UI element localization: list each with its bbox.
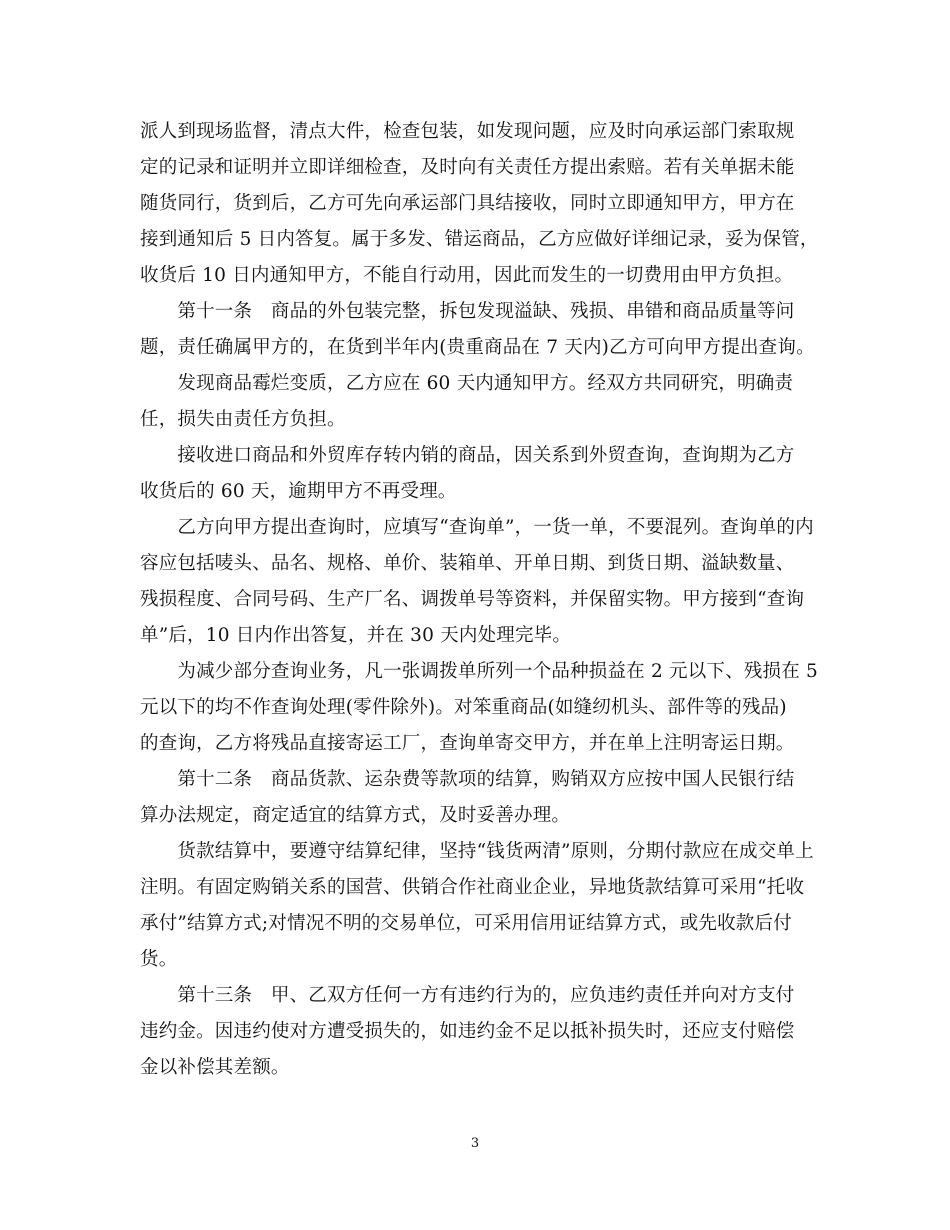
page-number: 3 — [470, 1136, 480, 1151]
text-line: 注明。有固定购销关系的国营、供销合作社商业企业，异地货款结算可采用“托收 — [140, 877, 805, 898]
text-line: 金以补偿其差额。 — [140, 1057, 290, 1078]
text-line: 定的记录和证明并立即详细检查，及时向有关责任方提出索赔。若有关单据未能 — [140, 157, 795, 178]
text-line: 容应包括唛头、品名、规格、单价、装箱单、开单日期、到货日期、溢缺数量、 — [140, 553, 795, 574]
text-line: 单”后，10 日内作出答复，并在 30 天内处理完毕。 — [140, 625, 572, 646]
text-line: 货款结算中，要遵守结算纪律，坚持“钱货两清”原则，分期付款应在成交单上 — [140, 841, 814, 862]
text-line: 第十一条 商品的外包装完整，拆包发现溢缺、残损、串错和商品质量等问 — [140, 301, 795, 322]
text-line: 算办法规定，商定适宜的结算方式，及时妥善办理。 — [140, 805, 571, 826]
text-line: 残损程度、合同号码、生产厂名、调拨单号等资料，并保留实物。甲方接到“查询 — [140, 589, 805, 610]
text-line: 第十三条 甲、乙双方任何一方有违约行为的，应负违约责任并向对方支付 — [140, 985, 795, 1006]
text-line: 收货后的 60 天，逾期甲方不再受理。 — [140, 481, 457, 502]
text-line: 派人到现场监督，清点大件，检查包装，如发现问题，应及时向承运部门索取规 — [140, 121, 795, 142]
text-line: 接到通知后 5 日内答复。属于多发、错运商品，乙方应做好详细记录，妥为保管， — [140, 229, 819, 250]
text-line: 承付”结算方式;对情况不明的交易单位，可采用信用证结算方式，或先收款后付 — [140, 913, 792, 934]
text-line: 元以下的均不作查询处理(零件除外)。对笨重商品(如缝纫机头、部件等的残品) — [140, 697, 787, 718]
text-line: 收货后 10 日内通知甲方，不能自行动用，因此而发生的一切费用由甲方负担。 — [140, 265, 794, 286]
text-line: 随货同行，货到后，乙方可先向承运部门具结接收，同时立即通知甲方，甲方在 — [140, 193, 795, 214]
text-line: 为减少部分查询业务，凡一张调拨单所列一个品种损益在 2 元以下、残损在 5 — [140, 661, 818, 682]
text-line: 发现商品霉烂变质，乙方应在 60 天内通知甲方。经双方共同研究，明确责 — [140, 373, 794, 394]
text-line: 题，责任确属甲方的，在货到半年内(贵重商品在 7 天内)乙方可向甲方提出查询。 — [140, 337, 815, 358]
text-line: 任，损失由责任方负担。 — [140, 409, 346, 430]
text-line: 的查询，乙方将残品直接寄运工厂，查询单寄交甲方，并在单上注明寄运日期。 — [140, 733, 795, 754]
text-line: 第十二条 商品货款、运杂费等款项的结算，购销双方应按中国人民银行结 — [140, 769, 795, 790]
text-line: 违约金。因违约使对方遭受损失的，如违约金不足以抵补损失时，还应支付赔偿 — [140, 1021, 795, 1042]
text-line: 乙方向甲方提出查询时，应填写“查询单”，一货一单，不要混列。查询单的内 — [140, 517, 814, 538]
text-line: 货。 — [140, 949, 178, 970]
text-line: 接收进口商品和外贸库存转内销的商品，因关系到外贸查询，查询期为乙方 — [140, 445, 795, 466]
